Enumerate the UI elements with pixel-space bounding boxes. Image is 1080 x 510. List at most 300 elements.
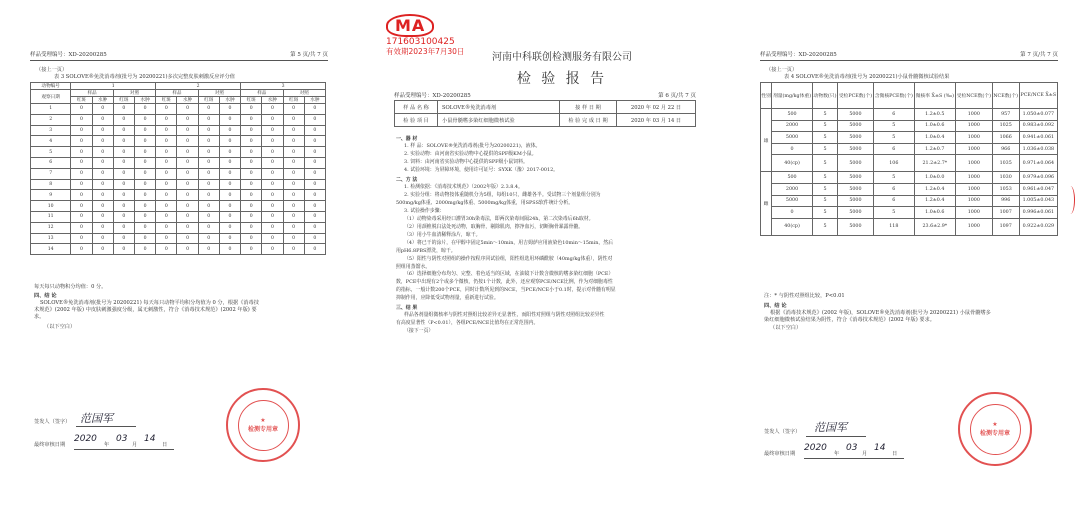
score-cell: 0 — [177, 211, 198, 222]
table-row — [31, 147, 326, 158]
score-cell: 0 — [134, 211, 155, 222]
score-cell: 0 — [71, 136, 92, 147]
score-cell: 0 — [241, 125, 262, 136]
date-day: 14 — [874, 443, 886, 453]
data-cell: 1030 — [992, 172, 1019, 184]
data-cell: 1.0±0.4 — [914, 132, 955, 144]
score-cell: 0 — [198, 114, 219, 125]
conclusion-line: SOLOVE®免洗消毒剂(批号为 20200221) 每天每只动物平均积分均值为 0 分，根据《消毒技 — [40, 300, 259, 306]
date-month-unit: 月 — [862, 451, 868, 457]
score-cell: 0 — [262, 244, 283, 255]
score-cell: 0 — [219, 190, 240, 201]
data-cell: 1.2±0.4 — [914, 183, 955, 195]
info-label: 检 验 项 目 — [395, 114, 438, 127]
score-cell: 0 — [262, 179, 283, 190]
score-cell: 0 — [113, 136, 134, 147]
data-cell: 106 — [873, 155, 914, 172]
score-cell: 0 — [262, 147, 283, 158]
section-line: 数，PCE中出现有2个或多个微核，仍按1个计数，此外，还应观察PCE/NCE比例，作为对细胞毒性 — [396, 279, 613, 286]
score-cell: 0 — [219, 147, 240, 158]
score-cell: 0 — [219, 168, 240, 179]
table-title: 表 4 SOLOVE®免洗消毒剂(批号为 20200221)小鼠骨髓微核试验结果 — [784, 74, 950, 80]
score-cell: 0 — [113, 114, 134, 125]
score-cell: 0 — [177, 222, 198, 233]
score-cell: 0 — [198, 179, 219, 190]
table-row — [31, 168, 326, 179]
animal-no-header: 动物编号 — [31, 83, 71, 90]
score-cell: 0 — [219, 104, 240, 115]
score-cell: 0 — [156, 157, 177, 168]
animal-group-header: 2 — [156, 83, 241, 90]
blank-below-note: （以下空白） — [770, 325, 802, 331]
conclusion-line: 求。 — [34, 314, 45, 320]
sub-header: 红斑 — [198, 97, 219, 104]
report-title: 检 验 报 告 — [516, 71, 608, 87]
score-cell: 0 — [92, 190, 113, 201]
section-line: （5）阳性与阴性对照组的操作按程序同试验组，阳性组选用环磷酰胺（40mg/kg体重），阴性对 — [404, 255, 613, 262]
data-cell: 1.005±0.043 — [1019, 195, 1057, 207]
score-cell: 0 — [134, 168, 155, 179]
column-header: 动物数(只) — [812, 83, 837, 109]
info-value: 2020 年 03 月 14 日 — [617, 114, 696, 127]
day-cell: 12 — [31, 222, 71, 233]
score-cell: 0 — [156, 104, 177, 115]
table-row — [31, 179, 326, 190]
score-cell: 0 — [71, 179, 92, 190]
data-cell: 5 — [873, 172, 914, 184]
seal-star-icon: ★ — [992, 421, 998, 428]
day-cell: 13 — [31, 233, 71, 244]
score-cell: 0 — [283, 244, 304, 255]
score-cell: 0 — [92, 233, 113, 244]
table-row — [31, 114, 326, 125]
cma-logo-icon: MA — [386, 14, 434, 37]
official-seal-stamp — [958, 392, 1032, 466]
page-number: 第 6 页/共 7 页 — [658, 93, 696, 99]
day-header: 观察日期 — [31, 90, 71, 104]
data-cell: 1.0±0.6 — [914, 120, 955, 132]
score-cell: 0 — [92, 201, 113, 212]
score-cell: 0 — [304, 190, 325, 201]
micronucleus-table — [760, 82, 1058, 236]
column-header: 微核率 X̄±S (‰) — [914, 83, 955, 109]
score-cell: 0 — [198, 104, 219, 115]
data-cell: 2000 — [772, 120, 813, 132]
conclusion-line: 根据《消毒技术规范》(2002 年版)，SOLOVE®免洗消毒剂(批号为 20200221) 小鼠骨髓嗜多 — [770, 310, 991, 316]
report-page-6 — [374, 0, 710, 510]
score-cell: 0 — [219, 179, 240, 190]
score-cell: 0 — [283, 190, 304, 201]
table-row — [761, 155, 1058, 172]
table-row — [31, 125, 326, 136]
table-row — [395, 101, 696, 114]
sex-group-cell: 雄 — [761, 109, 772, 172]
score-cell: 0 — [198, 201, 219, 212]
data-cell: 118 — [873, 218, 914, 235]
score-cell: 0 — [113, 233, 134, 244]
table-row — [761, 120, 1058, 132]
data-cell: 1.2±0.4 — [914, 195, 955, 207]
data-cell: 5000 — [837, 132, 873, 144]
score-cell: 0 — [71, 233, 92, 244]
score-cell: 0 — [283, 125, 304, 136]
section-line: 用pH6.8PBS漂洗，晾干。 — [396, 247, 456, 254]
table-row — [31, 222, 326, 233]
date-line — [74, 449, 174, 450]
day-cell: 7 — [31, 168, 71, 179]
score-cell: 0 — [304, 179, 325, 190]
data-cell: 5000 — [837, 207, 873, 219]
score-cell: 0 — [177, 179, 198, 190]
info-value: SOLOVE®免洗消毒剂 — [438, 101, 560, 114]
score-cell: 0 — [156, 201, 177, 212]
signature-line — [806, 436, 866, 437]
column-header: 受检NCE数(个) — [955, 83, 992, 109]
score-cell: 0 — [262, 168, 283, 179]
score-cell: 0 — [219, 201, 240, 212]
score-cell: 0 — [113, 222, 134, 233]
date-year-unit: 年 — [834, 451, 840, 457]
score-cell: 0 — [262, 222, 283, 233]
score-cell: 0 — [177, 147, 198, 158]
score-cell: 0 — [92, 168, 113, 179]
section-heading: 二、方 法 — [396, 176, 418, 183]
data-cell: 40(cp) — [772, 218, 813, 235]
score-cell: 0 — [177, 104, 198, 115]
score-cell: 0 — [71, 201, 92, 212]
data-cell: 0.971±0.064 — [1019, 155, 1057, 172]
sub-header: 水肿 — [262, 97, 283, 104]
data-cell: 1053 — [992, 183, 1019, 195]
score-cell: 0 — [241, 190, 262, 201]
score-cell: 0 — [156, 211, 177, 222]
section-line: 抑制作用，应降低受试物剂量，重新进行试验。 — [396, 295, 499, 302]
data-cell: 1.0±0.6 — [914, 207, 955, 219]
issuer-signature: 范国军 — [80, 412, 113, 425]
animal-group-header: 3 — [241, 83, 326, 90]
score-cell: 0 — [304, 114, 325, 125]
data-cell: 1.036±0.038 — [1019, 143, 1057, 155]
section-line: 的指标，一般计数200个PCE，同时计数所见到的NCE，当PCE/NCE小于0.1时，提示对骨髓有明显 — [396, 287, 616, 294]
page-header — [760, 50, 1058, 58]
official-seal-stamp — [226, 388, 300, 462]
section-heading: 一、器 材 — [396, 135, 418, 142]
score-cell: 0 — [134, 125, 155, 136]
score-cell: 0 — [304, 104, 325, 115]
score-cell: 0 — [177, 190, 198, 201]
data-cell: 1.2±0.5 — [914, 109, 955, 121]
data-cell: 5000 — [837, 218, 873, 235]
data-cell: 500 — [772, 172, 813, 184]
section-line: （1）动物染毒采用经口灌胃30h染毒法，即两次染毒间隔24h，第二次染毒后6h取材。 — [404, 216, 594, 223]
data-cell: 1000 — [955, 218, 992, 235]
score-cell: 0 — [241, 201, 262, 212]
score-cell: 0 — [304, 125, 325, 136]
score-cell: 0 — [113, 190, 134, 201]
date-year: 2020 — [804, 443, 827, 453]
column-header: 剂量(mg/kg体重) — [772, 83, 813, 109]
score-cell: 0 — [177, 136, 198, 147]
data-cell: 1000 — [955, 195, 992, 207]
table-row — [31, 201, 326, 212]
data-cell: 5000 — [772, 132, 813, 144]
table-row — [761, 183, 1058, 195]
date-label: 最终审核日期 — [764, 451, 796, 457]
page-header — [394, 91, 696, 99]
data-cell: 5 — [873, 207, 914, 219]
score-cell: 0 — [92, 179, 113, 190]
data-cell: 1097 — [992, 218, 1019, 235]
continued-note: （接上一页） — [36, 67, 68, 73]
table-row — [31, 83, 326, 90]
sample-number: 样品受理编号：XD-20200285 — [30, 52, 107, 58]
table-row — [761, 218, 1058, 235]
sample-number: 样品受理编号：XD-20200285 — [394, 93, 471, 99]
score-cell: 0 — [113, 104, 134, 115]
score-cell: 0 — [262, 201, 283, 212]
score-cell: 0 — [304, 157, 325, 168]
data-cell: 1007 — [992, 207, 1019, 219]
group-header: 对照 — [113, 90, 155, 97]
score-cell: 0 — [219, 222, 240, 233]
table-row — [395, 114, 696, 127]
cma-code: 171603100425 — [386, 37, 455, 47]
column-header: NCE数(个) — [992, 83, 1019, 109]
data-cell: 6 — [873, 195, 914, 207]
date-label: 最终审核日期 — [34, 442, 66, 448]
score-cell: 0 — [113, 147, 134, 158]
score-cell: 0 — [71, 211, 92, 222]
score-cell: 0 — [304, 147, 325, 158]
section-line: （接下一页） — [404, 328, 434, 335]
score-cell: 0 — [134, 114, 155, 125]
sex-group-cell: 雌 — [761, 172, 772, 235]
info-label: 样 品 名 称 — [395, 101, 438, 114]
score-cell: 0 — [156, 136, 177, 147]
score-cell: 0 — [262, 125, 283, 136]
score-cell: 0 — [304, 168, 325, 179]
score-cell: 0 — [113, 125, 134, 136]
conclusion-heading: 四、结 论 — [34, 293, 57, 299]
data-cell: 0.996±0.061 — [1019, 207, 1057, 219]
day-cell: 6 — [31, 157, 71, 168]
group-header: 样品 — [156, 90, 198, 97]
issuer-signature: 范国军 — [814, 421, 847, 434]
score-cell: 0 — [92, 125, 113, 136]
score-cell: 0 — [134, 147, 155, 158]
conclusion-line: 术规范》(2002 年版) 中皮肤刺激强度分级，属无刺激性，符合《消毒技术规范》(2002 年版) 要 — [34, 307, 257, 313]
table-row — [761, 83, 1058, 109]
data-cell: 5000 — [837, 155, 873, 172]
score-cell: 0 — [241, 147, 262, 158]
table-row — [31, 90, 326, 97]
score-cell: 0 — [219, 211, 240, 222]
page-header — [30, 50, 328, 58]
section-line: 2. 实验动物：由河南省实验动物中心提供的SPF级KM小鼠。 — [404, 151, 537, 158]
score-cell: 0 — [177, 125, 198, 136]
score-cell: 0 — [177, 157, 198, 168]
score-cell: 0 — [283, 114, 304, 125]
group-header: 对照 — [283, 90, 325, 97]
data-cell: 1000 — [955, 183, 992, 195]
score-cell: 0 — [71, 190, 92, 201]
score-cell: 0 — [156, 114, 177, 125]
conclusion-line: 染红细胞微核试验结果为阴性，符合《消毒技术规范》(2002 年版) 要求。 — [764, 317, 935, 323]
table-row — [31, 190, 326, 201]
data-cell: 1.2±0.7 — [914, 143, 955, 155]
score-cell: 0 — [92, 211, 113, 222]
score-cell: 0 — [283, 211, 304, 222]
data-cell: 6 — [873, 109, 914, 121]
data-cell: 5 — [812, 109, 837, 121]
conclusion-heading: 四、结 论 — [764, 303, 787, 309]
score-cell: 0 — [71, 125, 92, 136]
data-cell: 5000 — [837, 143, 873, 155]
table-row — [761, 132, 1058, 144]
data-cell: 5 — [812, 183, 837, 195]
score-cell: 0 — [177, 168, 198, 179]
animal-group-header: 1 — [71, 83, 156, 90]
score-cell: 0 — [262, 104, 283, 115]
data-cell: 5 — [812, 143, 837, 155]
day-cell: 5 — [31, 147, 71, 158]
data-cell: 0.941±0.061 — [1019, 132, 1057, 144]
score-cell: 0 — [92, 222, 113, 233]
table-row — [761, 207, 1058, 219]
section-line: 3. 试验操作步骤： — [404, 208, 445, 215]
score-cell: 0 — [92, 136, 113, 147]
score-cell: 0 — [283, 179, 304, 190]
score-cell: 0 — [177, 233, 198, 244]
day-cell: 4 — [31, 136, 71, 147]
data-cell: 5 — [812, 132, 837, 144]
score-cell: 0 — [134, 222, 155, 233]
score-cell: 0 — [177, 201, 198, 212]
table-row — [31, 233, 326, 244]
score-cell: 0 — [113, 157, 134, 168]
data-cell: 40(cp) — [772, 155, 813, 172]
info-label: 接 样 日 期 — [560, 101, 617, 114]
score-cell: 0 — [134, 104, 155, 115]
sub-header: 红斑 — [71, 97, 92, 104]
score-cell: 0 — [262, 136, 283, 147]
data-cell: 1000 — [955, 120, 992, 132]
score-cell: 0 — [134, 136, 155, 147]
day-cell: 11 — [31, 211, 71, 222]
score-cell: 0 — [304, 244, 325, 255]
score-cell: 0 — [113, 179, 134, 190]
data-cell: 0.922±0.029 — [1019, 218, 1057, 235]
date-month: 03 — [116, 434, 128, 444]
section-line: （6）选择细胞分布均匀、完整、着色适当的区域，在油镜下计数含微核的嗜多染红细胞（PCE） — [404, 271, 614, 278]
score-cell: 0 — [198, 147, 219, 158]
score-cell: 0 — [283, 104, 304, 115]
report-info-table — [394, 100, 696, 127]
score-cell: 0 — [198, 244, 219, 255]
day-cell: 9 — [31, 190, 71, 201]
score-cell: 0 — [241, 104, 262, 115]
data-cell: 5000 — [837, 195, 873, 207]
header-rule — [30, 60, 328, 61]
table-row — [761, 109, 1058, 121]
column-header: 受检PCE数(个) — [837, 83, 873, 109]
data-cell: 1.0±0.0 — [914, 172, 955, 184]
score-cell: 0 — [198, 125, 219, 136]
score-cell: 0 — [177, 244, 198, 255]
score-cell: 0 — [156, 222, 177, 233]
skin-irritation-table — [30, 82, 326, 255]
score-cell: 0 — [283, 136, 304, 147]
data-cell: 5 — [812, 172, 837, 184]
data-cell: 6 — [873, 183, 914, 195]
data-cell: 500 — [772, 109, 813, 121]
score-cell: 0 — [241, 136, 262, 147]
table-row — [761, 195, 1058, 207]
data-cell: 5 — [873, 120, 914, 132]
score-cell: 0 — [134, 157, 155, 168]
score-cell: 0 — [156, 190, 177, 201]
data-cell: 0.979±0.096 — [1019, 172, 1057, 184]
issuer-label: 签发人（签字） — [764, 429, 801, 435]
table-row — [31, 157, 326, 168]
date-month: 03 — [846, 443, 858, 453]
section-line: 1. 样 品：SOLOVE®免洗消毒剂(批号为20200221)，液体。 — [404, 143, 541, 150]
score-cell: 0 — [262, 157, 283, 168]
day-cell: 1 — [31, 104, 71, 115]
score-cell: 0 — [71, 222, 92, 233]
score-cell: 0 — [304, 233, 325, 244]
score-cell: 0 — [156, 147, 177, 158]
table-title: 表 3 SOLOVE®免洗消毒剂(批号为 20200221)多次完整皮肤刺激反应评分值 — [54, 74, 235, 80]
sub-header: 红斑 — [241, 97, 262, 104]
section-line: （4）将已干的涂片，在甲醇中固定5min～10min，用吉姆萨应用液染色10min～15min，然后 — [404, 239, 614, 246]
day-cell: 10 — [31, 201, 71, 212]
data-cell: 5000 — [772, 195, 813, 207]
score-cell: 0 — [241, 211, 262, 222]
continued-note: （接上一页） — [766, 67, 798, 73]
score-cell: 0 — [71, 168, 92, 179]
data-cell: 0 — [772, 207, 813, 219]
score-cell: 0 — [92, 157, 113, 168]
score-cell: 0 — [219, 244, 240, 255]
signature-line — [76, 426, 136, 427]
date-month-unit: 月 — [132, 442, 138, 448]
score-cell: 0 — [304, 201, 325, 212]
page-number: 第 7 页/共 7 页 — [1020, 52, 1058, 58]
data-cell: 1000 — [955, 155, 992, 172]
score-cell: 0 — [71, 157, 92, 168]
score-cell: 0 — [156, 125, 177, 136]
data-cell: 5000 — [837, 183, 873, 195]
score-cell: 0 — [71, 147, 92, 158]
group-header: 样品 — [241, 90, 283, 97]
section-line: 照组用蒸馏水。 — [396, 263, 431, 270]
score-cell: 0 — [134, 244, 155, 255]
info-value: 2020 年 02 月 22 日 — [617, 101, 696, 114]
day-cell: 8 — [31, 179, 71, 190]
date-day-unit: 日 — [162, 442, 168, 448]
score-cell: 0 — [71, 244, 92, 255]
issuer-label: 签发人（签字） — [34, 419, 71, 425]
date-year: 2020 — [74, 434, 97, 444]
data-cell: 23.6±2.9* — [914, 218, 955, 235]
sub-header: 水肿 — [304, 97, 325, 104]
data-cell: 5000 — [837, 172, 873, 184]
section-line: （2）用颈椎脱臼法处死动物，取胸骨，剔除肌肉，擦净血污，切断胸骨暴露骨髓。 — [404, 223, 584, 230]
table-row — [31, 97, 326, 104]
score-cell: 0 — [92, 244, 113, 255]
report-page-5 — [14, 0, 340, 510]
